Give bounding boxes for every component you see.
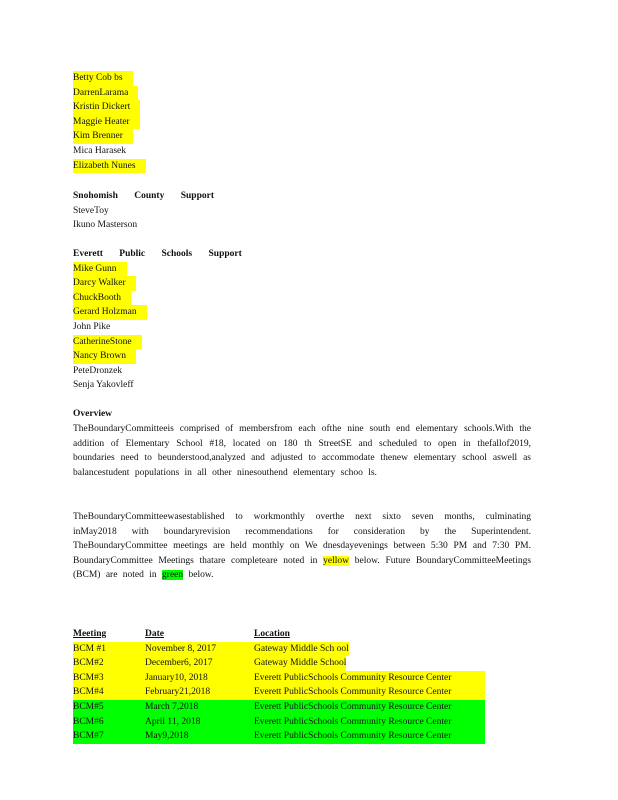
table-row (73, 729, 485, 744)
eps-support-section (73, 247, 242, 393)
county-name: Ikuno Masterson (73, 220, 138, 231)
table-row (73, 715, 485, 730)
meetings-table (73, 627, 485, 744)
member-name: Maggie Heater (73, 115, 140, 130)
eps-name: Mike Gunn (73, 262, 127, 277)
overview-paragraph-2: TheBoundaryCommitteewasestablished to workmonthly overthe next sixto seven months, culminating inMay2018 with boundaryrevision recommendations for consideration by the Superintendent. TheBoundaryCommittee meetings are held monthly on We dnesdayevenings between 5:30 PM and 7:30 PM. BoundaryCommittee Meetings thatare completeare noted in yellow below. Future BoundaryCommitteeMeetings (BCM) are noted in green below. (73, 512, 532, 581)
county-support-section (73, 189, 214, 233)
location-cell: Everett PublicSchools Community Resource Center (254, 685, 485, 700)
location-header: Location (254, 629, 290, 639)
table-row (73, 671, 485, 686)
location-cell: Everett PublicSchools Community Resource Center (254, 715, 485, 730)
date-cell: November 8, 2017 (145, 642, 254, 657)
date-header: Date (145, 629, 164, 639)
location-cell: Everett PublicSchools Community Resource Center (254, 700, 485, 715)
table-row (73, 642, 485, 657)
member-name: Elizabeth Nunes (73, 159, 146, 174)
table-row (73, 700, 485, 715)
meeting-cell: BCM#6 (73, 715, 145, 730)
meeting-cell: BCM#2 (73, 656, 145, 671)
eps-name: Darcy Walker (73, 276, 136, 291)
location-cell: Everett PublicSchools Community Resource Center (254, 729, 485, 744)
eps-name: PeteDronzek (73, 365, 123, 376)
meeting-header: Meeting (73, 629, 107, 639)
location-cell: Gateway Middle Sch ool (254, 642, 349, 657)
date-cell: April 11, 2018 (145, 715, 254, 730)
member-name: Betty Cob bs (73, 71, 133, 86)
location-cell: Gateway Middle School (254, 656, 346, 671)
meeting-cell: BCM#3 (73, 671, 145, 686)
county-support-heading: Snohomish County Support (73, 191, 214, 201)
meeting-cell: BCM#5 (73, 700, 145, 715)
table-row (73, 685, 485, 700)
green-legend-word: green (162, 570, 184, 581)
meeting-cell: BCM #1 (73, 642, 145, 657)
member-name: Kim Brenner (73, 129, 133, 144)
eps-name: John Pike (73, 321, 111, 332)
date-cell: March 7,2018 (145, 700, 254, 715)
eps-name: CatherineStone (73, 335, 142, 350)
table-row (73, 656, 485, 671)
date-cell: February21,2018 (145, 685, 254, 700)
location-cell: Everett PublicSchools Community Resource Center (254, 671, 485, 686)
eps-name: Nancy Brown (73, 349, 136, 364)
date-cell: December6, 2017 (145, 656, 254, 671)
meetings-header-row (73, 627, 485, 642)
date-cell: January10, 2018 (145, 671, 254, 686)
overview-paragraph-1: TheBoundaryCommitteeis comprised of membersfrom each ofthe nine south end elementary schools.With the addition of Elementary School #18, located on 180 th StreetSE and scheduled to open in thefallof2019, boundaries need to beunderstood,analyzed and adjusted to accommodate thenew elementary school aswell as balancestudent populations in all other ninesouthend elementary schoo ls. (73, 424, 531, 478)
eps-name: Gerard Holzman (73, 305, 147, 320)
eps-support-heading: Everett Public Schools Support (73, 249, 242, 259)
member-name: Mica Harasek (73, 145, 127, 156)
overview-heading: Overview (73, 409, 113, 419)
member-name: DarrenLarama (73, 86, 138, 101)
eps-name: Senja Yakovleff (73, 380, 134, 391)
date-cell: May9,2018 (145, 729, 254, 744)
county-name: SteveToy (73, 205, 109, 216)
committee-member-list (73, 71, 146, 173)
eps-name: ChuckBooth (73, 291, 131, 306)
member-name: Kristin Dickert (73, 100, 140, 115)
yellow-legend-word: yellow (323, 555, 350, 566)
meeting-cell: BCM#7 (73, 729, 145, 744)
meeting-cell: BCM#4 (73, 685, 145, 700)
